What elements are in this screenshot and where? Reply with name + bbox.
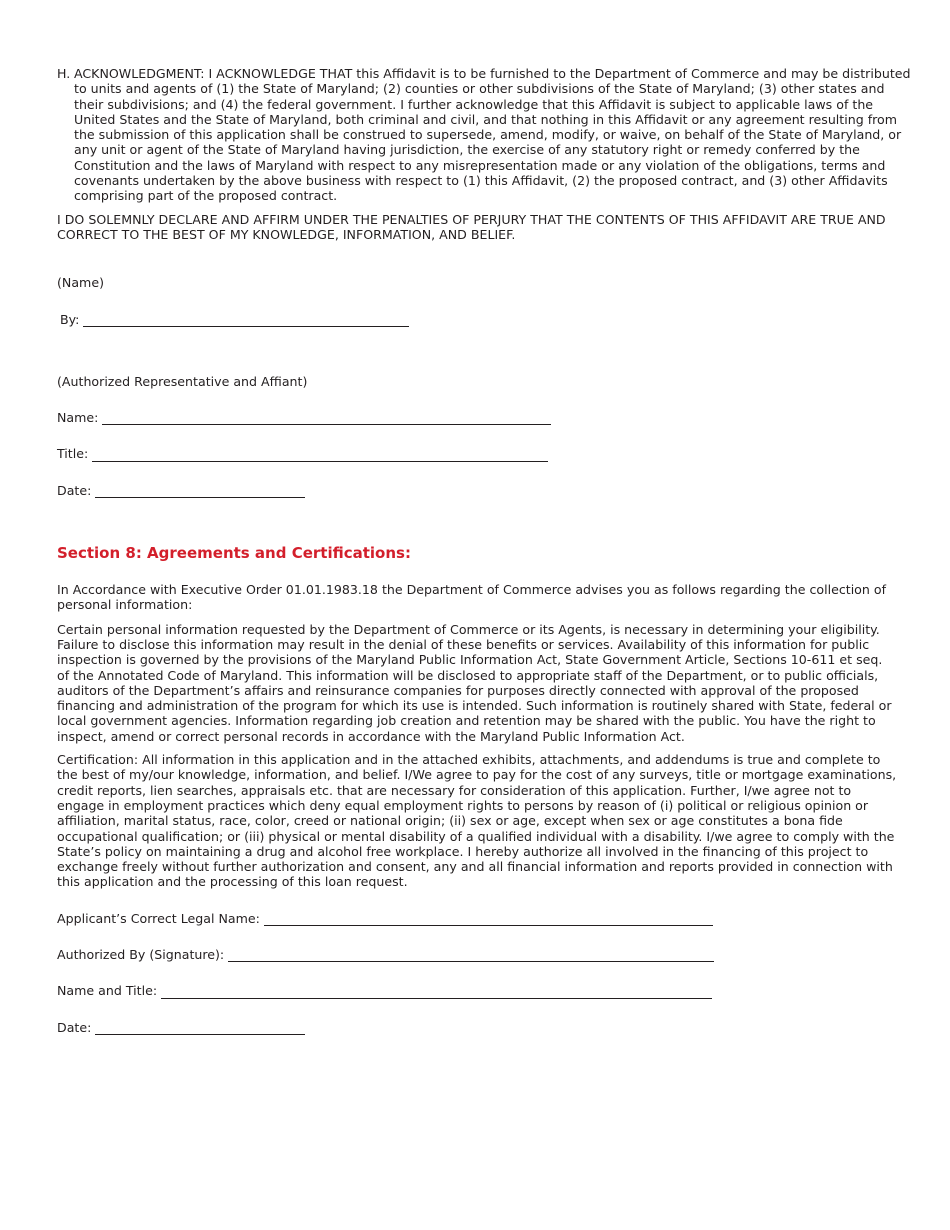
name-and-title-line (57, 983, 897, 998)
authorized-by-label: Authorized By (Signature): (57, 946, 225, 962)
title-field-label: Title: (57, 446, 89, 462)
certification-paragraph: Certification: All information in this application and in the attached exhibits, attachments, and addendums is true and complete to the best of my/our knowledge, information, and belief. I/We agree to pay for the cost of any surveys, title or mortgage examinations, credit reports, lien searches, appraisals etc. that are necessary for consideration of this application. Further, I/we agree not to engage in employment practices which deny equal employment rights to persons by reason of (i) political or religious opinion or affiliation, marital status, race, color, creed or national origin; (ii) sex or age, except when sex or age constitutes a bona fide occupational qualification; or (iii) physical or mental disability of a qualified individual with a disability. I/we agree to comply with the State’s policy on maintaining a drug and alcohol free workplace. I hereby authorize all involved in the financing of this project to exchange freely without further authorization and consent, any and all financial information and reports provided in connection with this application and the processing of this loan request. (57, 752, 897, 890)
authorized-by-signature-field[interactable] (228, 951, 714, 962)
legal-name-line (57, 911, 897, 926)
affidavit-page (57, 66, 911, 1035)
by-signature-line (57, 312, 897, 327)
affiant-date-field[interactable] (95, 487, 305, 498)
affiant-name-field[interactable] (102, 414, 551, 425)
acknowledgment-marker: H. (57, 66, 71, 81)
section8-title: Section 8: Agreements and Certifications: (57, 544, 411, 563)
authorized-by-line (57, 947, 897, 962)
name-and-title-label: Name and Title: (57, 983, 158, 999)
section8-intro: In Accordance with Executive Order 01.01.1983.18 the Department of Commerce advises you as follows regarding the collection of personal information: (57, 582, 887, 613)
name-and-title-field[interactable] (161, 988, 712, 999)
privacy-notice-paragraph: Certain personal information requested by the Department of Commerce or its Agents, is necessary in determining your eligibility. Failure to disclose this information may result in the denial of these benefits or services. Availability of this information for public inspection is governed by the provisions of the Maryland Public Information Act, State Government Article, Sections 10-611 et seq. of the Annotated Code of Maryland. This information will be disclosed to appropriate staff of the Department, or to public officials, auditors of the Department’s affairs and reinsurance companies for purposes directly connected with approval of the proposed financing and administration of the program for which its use is intended. Such information is routinely shared with State, federal or local government agencies. Information regarding job creation and retention may be shared with the public. You have the right to inspect, amend or correct personal records in accordance with the Maryland Public Information Act. (57, 621, 892, 744)
affiant-name-line (57, 410, 897, 425)
acknowledgment-paragraph (57, 66, 912, 204)
declaration-paragraph: I DO SOLEMNLY DECLARE AND AFFIRM UNDER THE PENALTIES OF PERJURY THAT THE CONTENTS OF THIS AFFIDAVIT ARE TRUE AND CORRECT TO THE BEST OF MY KNOWLEDGE, INFORMATION, AND BELIEF. (57, 211, 886, 242)
legal-name-label: Applicant’s Correct Legal Name: (57, 910, 260, 926)
affiant-title-field[interactable] (92, 451, 548, 462)
by-signature-field[interactable] (83, 316, 409, 327)
name-field-label: Name: (57, 410, 99, 426)
affiant-date-line (57, 483, 897, 498)
legal-name-field[interactable] (264, 915, 713, 926)
affiant-name-label: (Name) (57, 275, 104, 291)
acknowledgment-text: ACKNOWLEDGMENT: I ACKNOWLEDGE THAT this Affidavit is to be furnished to the Department of Commerce and may be distributed to units and agents of (1) the State of Maryland; (2) counties or other subdivisions of the State of Maryland; (3) other states and their subdivisions; and (4) the federal government. I further acknowledge that this Affidavit is subject to applicable laws of the United States and the State of Maryland, both criminal and civil, and that nothing in this Affidavit or any agreement resulting from the submission of this application shall be construed to supersede, amend, modify, or waive, on behalf of the State of Maryland, or any unit or agent of the State of Maryland having jurisdiction, the exercise of any statutory right or remedy conferred by the Constitution and the laws of Maryland with respect to any misrepresentation made or any violation of the obligations, terms and covenants undertaken by the above business with respect to (1) this Affidavit, (2) the proposed contract, and (3) other Affidavits comprising part of the proposed contract. (74, 66, 911, 204)
affiant-title-line (57, 446, 897, 461)
certification-date-field[interactable] (95, 1024, 305, 1035)
authorized-representative-label: (Authorized Representative and Affiant) (57, 373, 308, 389)
certification-date-line (57, 1020, 897, 1035)
certification-date-label: Date: (57, 1019, 92, 1035)
date-field-label: Date: (57, 482, 92, 498)
by-label: By: (60, 311, 80, 327)
